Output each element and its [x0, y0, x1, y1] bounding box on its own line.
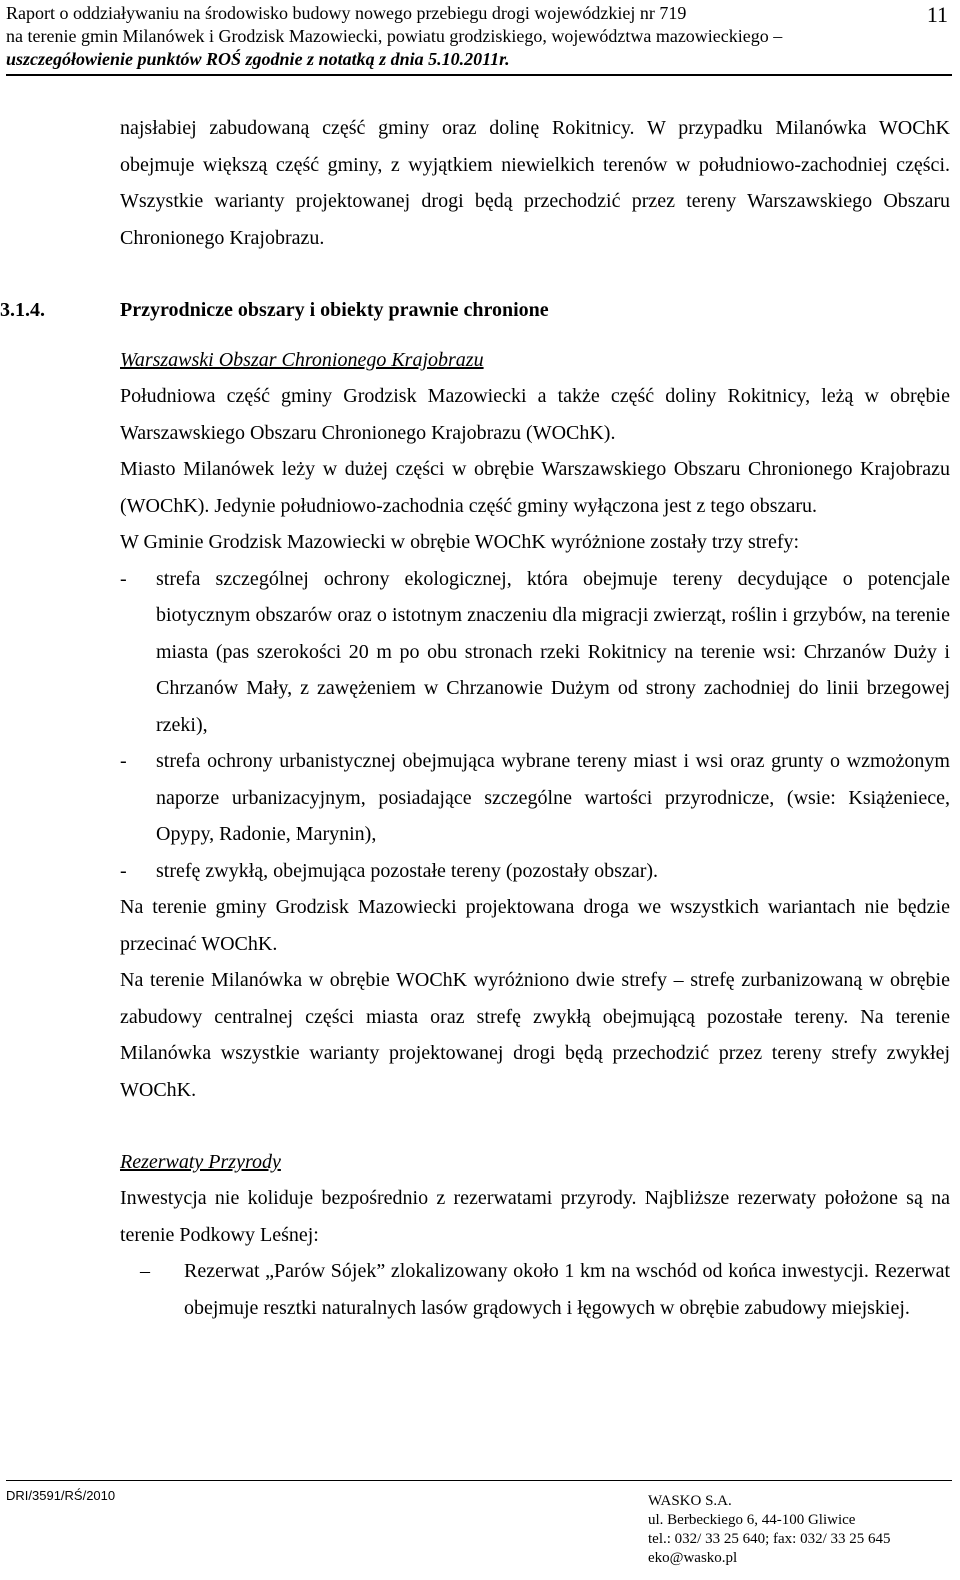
zones-list [120, 561, 950, 890]
paragraph: Na terenie gminy Grodzisk Mazowiecki projektowana droga we wszystkich wariantach nie będzie przecinać WOChK. [120, 896, 950, 955]
subsection-title-reserves: Rezerwaty Przyrody [120, 1151, 281, 1173]
list-item: - strefa szczególnej ochrony ekologicznej, która obejmuje tereny decydujące o potencjale biotycznym obszarów oraz o istotnym znaczeniu dla migracji zwierząt, roślin i grzybów, na terenie miasta (pas szerokości 20 m po obu stronach rzeki Rokitnicy na terenie wsi: Chrzanów Duży i Chrzanów Mały, z zawężeniem w Chrzanowie Dużym od strony zachodniej do linii brzegowej rzeki), [120, 561, 950, 744]
list-item: – Rezerwat „Parów Sójek” zlokalizowany około 1 km na wschód od końca inwestycji. Rezerwat obejmuje resztki naturalnych lasów grądowych i łęgowych w obrębie zabudowy miejskiej. [120, 1253, 950, 1326]
subsection-title-wochk: Warszawski Obszar Chronionego Krajobrazu [120, 349, 484, 371]
company-contact [648, 1492, 890, 1568]
list-item: - strefę zwykłą, obejmująca pozostałe tereny (pozostały obszar). [120, 853, 950, 890]
company-email: eko@wasko.pl [648, 1550, 738, 1566]
page-footer [0, 1480, 960, 1580]
page-number: 11 [926, 2, 948, 27]
paragraph: Inwestycja nie koliduje bezpośrednio z rezerwatami przyrody. Najbliższe rezerwaty położone są na terenie Podkowy Leśnej: [120, 1187, 950, 1246]
section-title: Przyrodnicze obszary i obiekty prawnie chronione [120, 299, 549, 321]
paragraph: W Gminie Grodzisk Mazowiecki w obrębie WOChK wyróżnione zostały trzy strefy: [120, 531, 800, 553]
list-item: - strefa ochrony urbanistycznej obejmująca wybrane tereny miast i wsi oraz grunty o wzmożonym naporze urbanizacyjnym, posiadające szczególne wartości przyrodnicze, (wsie: Książeniece, Opypy, Radonie, Marynin), [120, 743, 950, 853]
intro-paragraph: najsłabiej zabudowaną część gminy oraz dolinę Rokitnicy. W przypadku Milanówka WOChK obejmuje większą część gminy, z wyjątkiem niewielkich terenów w południowo-zachodniej części. Wszystkie warianty projektowanej drogi będą przechodzić przez tereny Warszawskiego Obszaru Chronionego Krajobrazu. [120, 117, 950, 249]
paragraph: Na terenie Milanówka w obrębie WOChK wyróżniono dwie strefy – strefę zurbanizowaną w obrębie zabudowy centralnej części miasta oraz strefę zwykłą obejmującą pozostałe tereny. Na terenie Milanówka wszystkie warianty projektowanej drogi będą przechodzić przez tereny strefy zwykłej WOChK. [120, 969, 950, 1101]
company-address: ul. Berbeckiego 6, 44-100 Gliwice [648, 1512, 856, 1528]
paragraph: Miasto Milanówek leży w dużej części w obrębie Warszawskiego Obszaru Chronionego Krajobrazu (WOChK). Jedynie południowo-zachodnia część gminy wyłączona jest z tego obszaru. [120, 458, 950, 517]
dash-bullet: - [120, 750, 127, 772]
company-name: WASKO S.A. [648, 1493, 732, 1509]
section-number: 3.1.4. [0, 299, 45, 321]
header-divider [6, 74, 952, 76]
dash-bullet: - [120, 859, 127, 882]
section-heading [0, 292, 950, 328]
company-phone: tel.: 032/ 33 25 640; fax: 032/ 33 25 645 [648, 1531, 891, 1547]
dash-bullet: – [140, 1260, 150, 1282]
document-body [0, 110, 950, 1326]
header-title-line-2: na terenie gmin Milanówek i Grodzisk Mazowiecki, powiatu grodziskiego, województwa mazowieckiego – [6, 26, 783, 46]
paragraph: Południowa część gminy Grodzisk Mazowiecki a także część doliny Rokitnicy, leżą w obrębie Warszawskiego Obszaru Chronionego Krajobrazu (WOChK). [120, 385, 950, 444]
document-reference: DRI/3591/RŚ/2010 [6, 1488, 116, 1503]
dash-bullet: - [120, 567, 127, 590]
header-title-line-1: Raport o oddziaływaniu na środowisko budowy nowego przebiegu drogi wojewódzkiej nr 719 [6, 3, 687, 23]
header-subtitle: uszczegółowienie punktów ROŚ zgodnie z notatką z dnia 5.10.2011r. [6, 49, 510, 69]
reserves-list [120, 1253, 950, 1326]
footer-divider [6, 1480, 952, 1481]
